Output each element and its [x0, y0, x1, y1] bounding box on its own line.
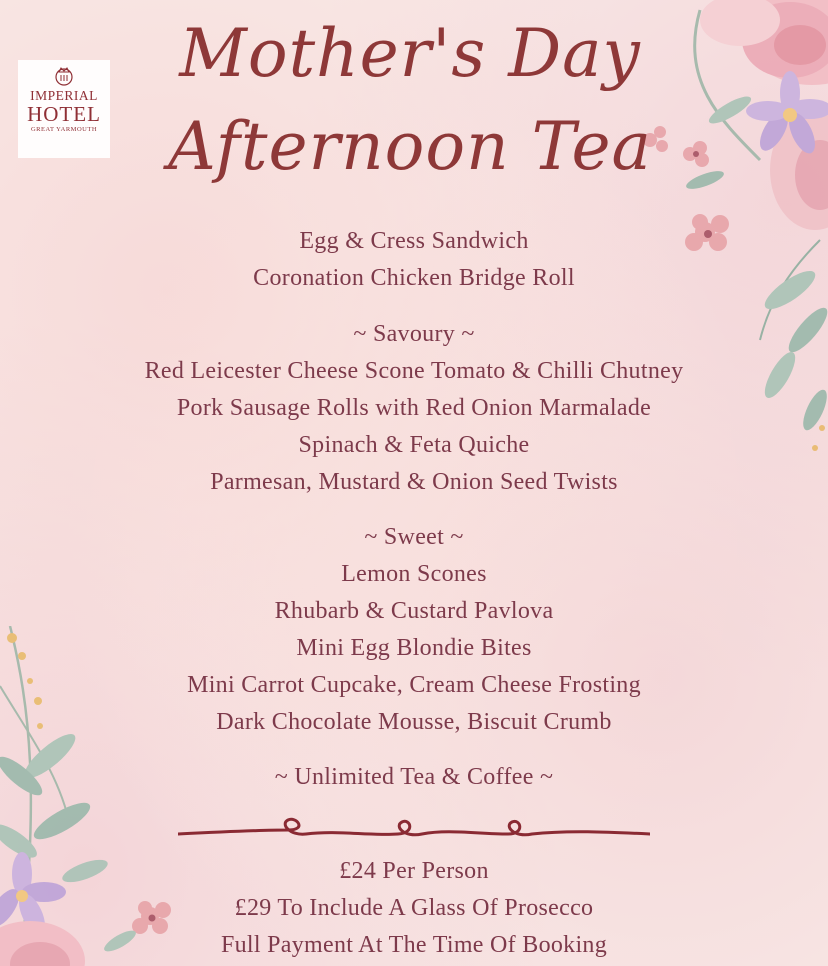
menu-item-sandwich-2: Coronation Chicken Bridge Roll [253, 265, 575, 291]
menu-item-savoury-3: Spinach & Feta Quiche [298, 432, 530, 458]
price-per-person: £24 Per Person [339, 858, 489, 884]
sweet-heading: ~ Sweet ~ [364, 524, 464, 550]
drinks-line: ~ Unlimited Tea & Coffee ~ [274, 764, 554, 790]
menu-item-savoury-2: Pork Sausage Rolls with Red Onion Marmalade [176, 395, 652, 421]
title-line-2: Afternoon Tea [168, 108, 652, 185]
payment-note: Full Payment At The Time Of Booking [220, 932, 608, 958]
ornamental-divider [178, 812, 650, 852]
menu-item-sandwich-1: Egg & Cress Sandwich [299, 228, 529, 254]
logo-line-imperial: IMPERIAL [30, 88, 98, 103]
menu-item-sweet-4: Mini Carrot Cupcake, Cream Cheese Frosting [187, 672, 641, 698]
menu-item-savoury-1: Red Leicester Cheese Scone Tomato & Chilli Chutney [144, 358, 684, 384]
crest-icon [53, 66, 75, 86]
menu-item-savoury-4: Parmesan, Mustard & Onion Seed Twists [210, 469, 618, 495]
imperial-hotel-logo [18, 60, 110, 158]
menu-item-sweet-3: Mini Egg Blondie Bites [296, 635, 532, 661]
menu-item-sweet-1: Lemon Scones [341, 561, 487, 587]
logo-line-location: GREAT YARMOUTH [30, 126, 98, 133]
savoury-heading: ~ Savoury ~ [353, 321, 475, 347]
logo-line-hotel: HOTEL [27, 102, 101, 126]
menu-item-sweet-2: Rhubarb & Custard Pavlova [274, 598, 554, 624]
price-with-prosecco: £29 To Include A Glass Of Prosecco [234, 895, 594, 921]
menu-item-sweet-5: Dark Chocolate Mousse, Biscuit Crumb [216, 709, 612, 735]
title-line-1: Mother's Day [179, 15, 641, 92]
